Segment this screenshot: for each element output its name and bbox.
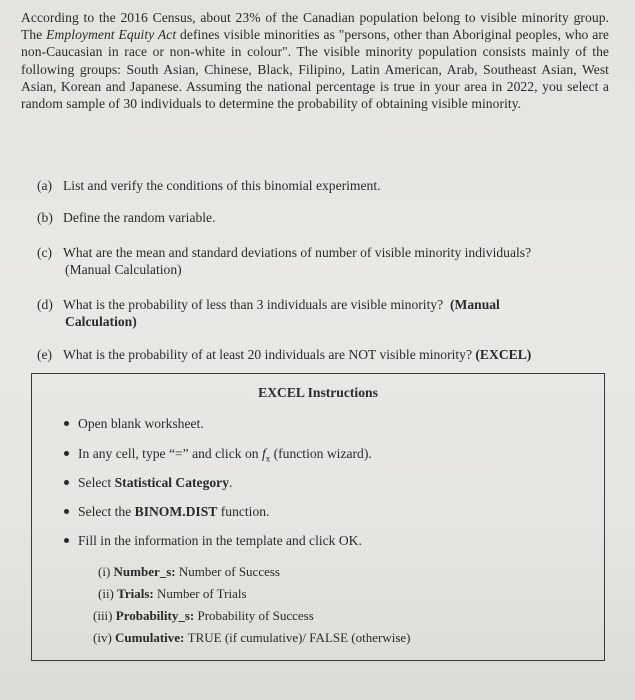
question-d-text: What is the probability of less than 3 individuals are visible minority? [63, 297, 444, 312]
bullet-dot-icon [64, 538, 69, 543]
bullet-select-category: Select Statistical Category. [78, 474, 232, 491]
question-e [37, 346, 531, 363]
excel-instructions-box [31, 373, 605, 661]
sub-item-cumulative: (iv) Cumulative: TRUE (if cumulative)/ FALSE (otherwise) [93, 630, 411, 645]
question-b-label: (b) [37, 210, 53, 225]
question-c [37, 244, 612, 278]
question-c-label: (c) [37, 245, 53, 260]
question-d-label: (d) [37, 297, 53, 312]
intro-part2: defines visible minorities as "persons, other than Aboriginal peoples, who are non-Caucasian in race or non-white in colour". The visible minority population consists mainly of the following groups: South Asian, Chinese, Black, Filipino, Latin American, Arab, Southeast Asian, West Asian, Korean and Japanese. Assuming the national percentage is true in your area in 2022, you select a random sample of 30 individuals to determine the probability of obtaining visible minority. [21, 27, 610, 112]
sub-item-number-s: (i) Number_s: Number of Success [98, 564, 280, 579]
question-b [37, 209, 216, 226]
question-b-text: Define the random variable. [63, 210, 216, 225]
fx-subscript: x [265, 453, 271, 464]
bullet-dot-icon [64, 451, 69, 456]
question-e-text: What is the probability of at least 20 individuals are NOT visible minority? [63, 347, 472, 362]
bullet-select-function: Select the BINOM.DIST function. [78, 503, 269, 520]
problem-statement [21, 9, 609, 112]
question-a-text: List and verify the conditions of this binomial experiment. [63, 178, 381, 193]
bullet-fill-template: Fill in the information in the template and click OK. [78, 532, 362, 549]
question-c-note: (Manual Calculation) [65, 262, 182, 277]
bullet-dot-icon [64, 509, 69, 514]
question-e-note: (EXCEL) [475, 347, 532, 362]
question-a-label: (a) [37, 178, 53, 193]
bullet-dot-icon [64, 421, 69, 426]
question-a [37, 177, 381, 194]
bullet-open-worksheet: Open blank worksheet. [78, 415, 204, 432]
bullet-dot-icon [64, 480, 69, 485]
question-d [37, 296, 612, 330]
sub-item-trials: (ii) Trials: Number of Trials [98, 586, 247, 601]
intro-part1: According to the 2016 Census, about 23% of the Canadian population belong to visible minority group. The [21, 10, 609, 43]
fx-symbol: f [261, 446, 266, 461]
question-d-tail: (Manual [449, 297, 500, 312]
question-d-note: Calculation) [65, 314, 137, 329]
question-e-label: (e) [37, 347, 53, 362]
sub-item-probability-s: (iii) Probability_s: Probability of Success [93, 608, 314, 623]
question-c-text: What are the mean and standard deviations of number of visible minority individuals? [63, 245, 532, 260]
bullet-function-wizard: In any cell, type “=” and click on $f_x$ (function wizard). [78, 445, 372, 468]
intro-act-name: Employment Equity Act [46, 27, 177, 43]
excel-instructions-title: EXCEL Instructions [258, 385, 378, 400]
